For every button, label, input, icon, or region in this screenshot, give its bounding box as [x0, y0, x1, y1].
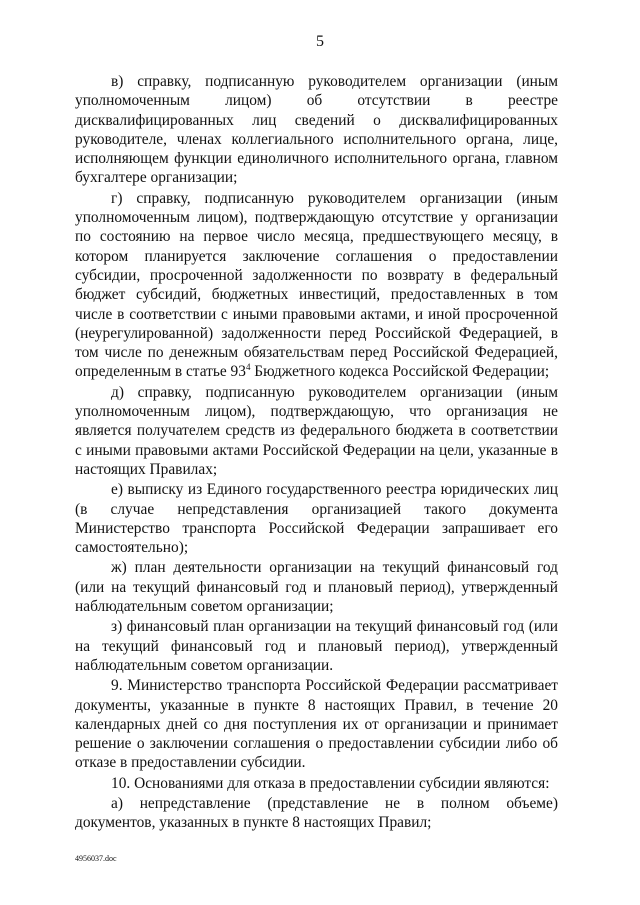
document-body	[75, 72, 558, 834]
paragraph-g-text: г) справку, подписанную руководителем организации (иным уполномоченным лицом), подтверждающую отсутствие у организации по состоянию на первое число месяца, предшествующего месяцу, в котором планируется заключение соглашения о предоставлении субсидии, просроченной задолженности по возврату в федеральный бюджет субсидий, бюджетных инвестиций, предоставленных в том числе в соответствии с иными правовыми актами, и иной просроченной (неурегулированной) задолженности перед Российской Федерацией, в том числе по денежным обязательствам перед Российской Федерацией, определенным в статье 93	[75, 189, 558, 381]
paragraph-z: з) финансовый план организации на текущий финансовый год (или на текущий финансовый год и плановый период), утвержденный наблюдательным советом организации.	[75, 618, 558, 674]
paragraph-e: е) выписку из Единого государственного реестра юридических лиц (в случае непредставления организацией такого документа Министерство транспорта Российской Федерации запрашивает его самостоятельно);	[75, 481, 558, 557]
paragraph-v: в) справку, подписанную руководителем организации (иным уполномоченным лицом) об отсутствии в реестре дисквалифицированных лиц сведений о дисквалифицированных руководителе, членах коллегиального исполнительного органа, лице, исполняющем функции единоличного исполнительного органа, главном бухгалтере организации;	[75, 73, 558, 187]
paragraph-9: 9. Министерство транспорта Российской Федерации рассматривает документы, указанные в пункте 8 настоящих Правил, в течение 20 календарных дней со дня поступления их от организации и принимает решение о заключении соглашения о предоставлении субсидии либо об отказе в предоставлении субсидии.	[75, 677, 558, 772]
paragraph-g	[75, 189, 558, 382]
paragraph-a: а) непредставление (представление не в полном объеме) документов, указанных в пункте 8 настоящих Правил;	[75, 794, 558, 832]
document-filename: 4956037.doc	[75, 854, 117, 863]
paragraph-d: д) справку, подписанную руководителем организации (иным уполномоченным лицом), подтверждающую, что организация не является получателем средств из федерального бюджета в соответствии с иными правовыми актами Российской Федерации на цели, указанные в настоящих Правилах;	[75, 383, 558, 478]
page-number: 5	[316, 33, 324, 50]
paragraph-g-text-after: Бюджетного кодекса Российской Федерации;	[250, 363, 550, 381]
superscript-4: 4	[245, 362, 251, 373]
paragraph-zh: ж) план деятельности организации на текущий финансовый год (или на текущий финансовый год и плановый период), утвержденный наблюдательным советом организации;	[75, 559, 558, 616]
paragraph-10: 10. Основаниями для отказа в предоставлении субсидии являются:	[111, 774, 550, 792]
